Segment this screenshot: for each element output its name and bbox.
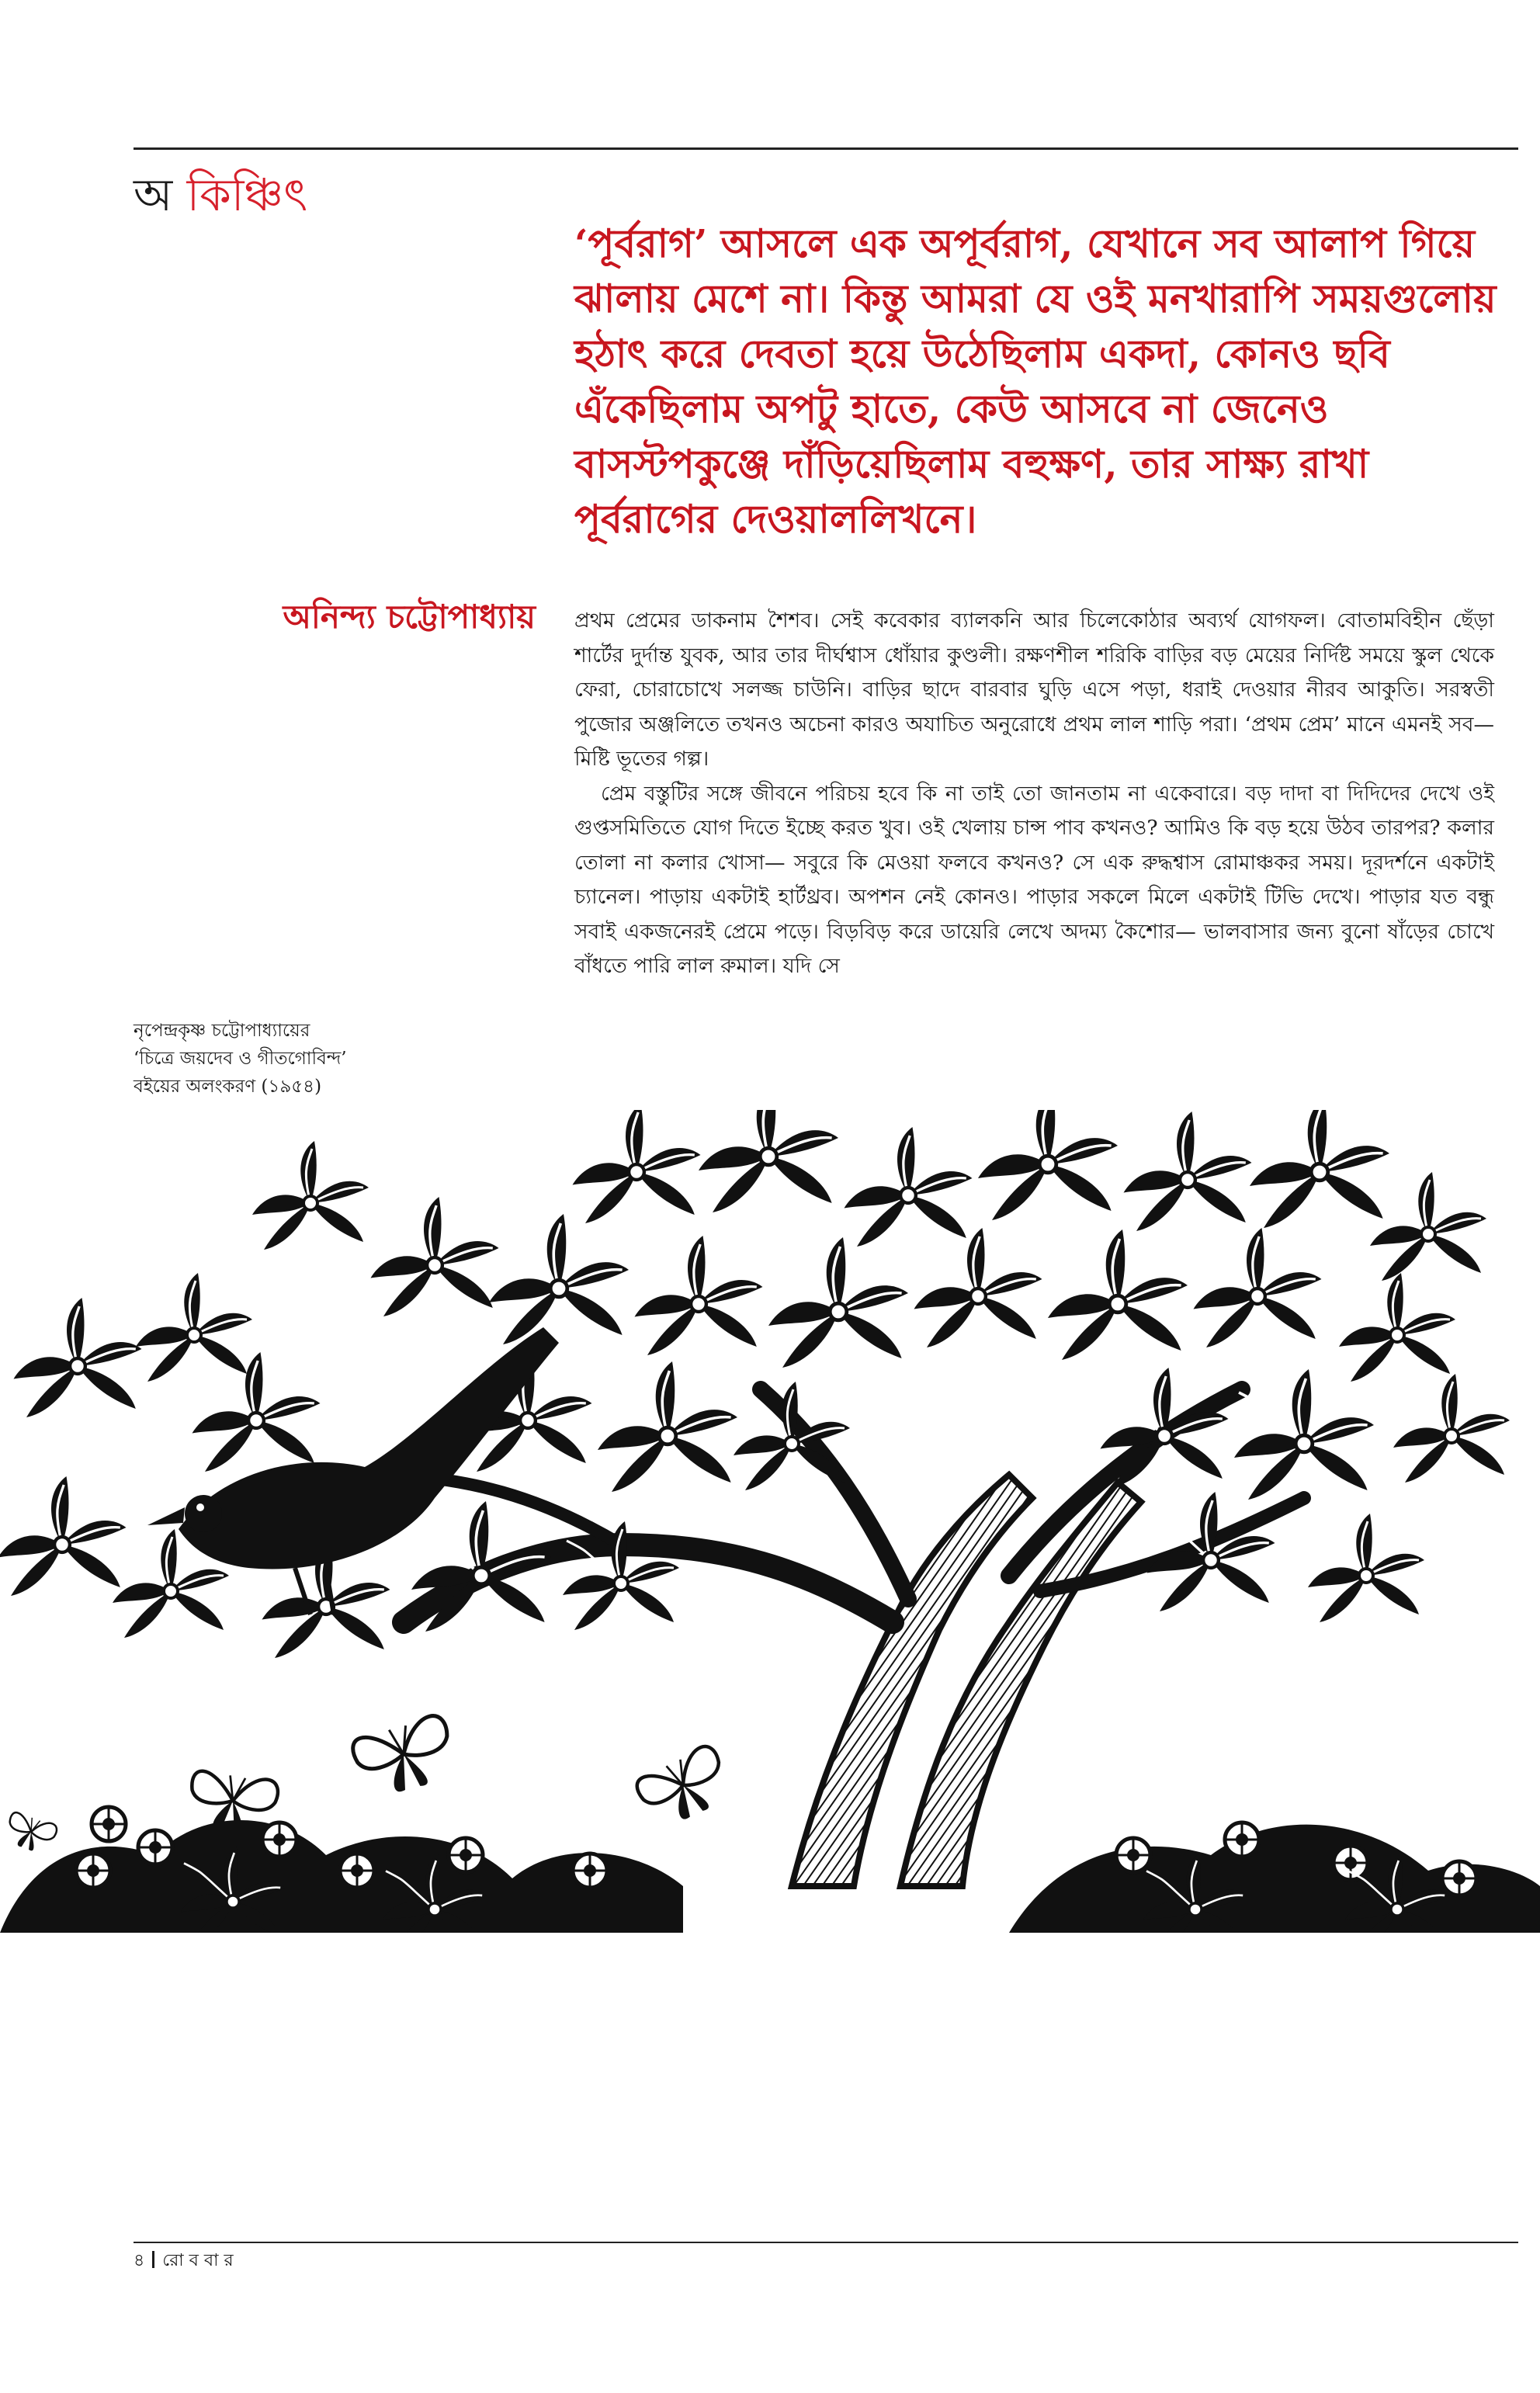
illustration-caption — [134, 1017, 397, 1101]
section-prefix: অ — [134, 168, 173, 221]
body-paragraph: প্রেম বস্তুটির সঙ্গে জীবনে পরিচয় হবে কি না তাই তো জানতাম না একেবারে। বড় দাদা বা দিদিদের দেখে ওই গুপ্তসমিতিতে যোগ দিতে ইচ্ছে করত খুব। ওই খেলায় চান্স পাব কখনও? আমিও কি বড় হয়ে উঠব তারপর? কলার তোলা না কলার খোসা— সবুরে কি মেওয়া ফলবে কখনও? সে এক রুদ্ধশ্বাস রোমাঞ্চকর সময়। দূরদর্শনে একটাই চ্যানেল। পাড়ায় একটাই হার্টথ্রব। অপশন নেই কোনও। পাড়ার সকলে মিলে একটাই টিভি দেখে। পাড়ার যত বন্ধু সবাই একজনেরই প্রেমে পড়ে। বিড়বিড় করে ডায়েরি লেখে অদম্য কৈশোর— ভালবাসার জন্য বুনো ষাঁড়ের চোখে বাঁধতে পারি লাল রুমাল। যদি সে — [574, 781, 1494, 978]
section-title: কিঞ্চিৎ — [186, 168, 308, 221]
caption-line: নৃপেন্দ্রকৃষ্ণ চট্টোপাধ্যায়ের — [134, 1021, 310, 1041]
caption-line: বইয়ের অলংকরণ (১৯৫৪) — [134, 1077, 322, 1097]
tree-bird-illustration — [0, 1110, 1540, 1933]
page-number: ৪ — [134, 2251, 145, 2270]
top-rule — [134, 147, 1518, 150]
bottom-rule — [134, 2242, 1518, 2243]
footer-separator — [152, 2251, 154, 2268]
pull-quote-text: ‘পূর্বরাগ’ আসলে এক অপূর্বরাগ, যেখানে সব আলাপ গিয়ে ঝালায় মেশে না। কিন্তু আমরা যে ওই মনখারাপি সময়গুলোয় হঠাৎ করে দেবতা হয়ে উঠেছিলাম একদা, কোনও ছবি এঁকেছিলাম অপটু হাতে, কেউ আসবে না জেনেও বাসস্টপকুঞ্জে দাঁড়িয়েছিলাম বহুক্ষণ, তার সাক্ষ্য রাখা পূর্বরাগের দেওয়াললিখনে। — [574, 220, 1497, 542]
article-body — [574, 604, 1494, 984]
body-paragraph: প্রথম প্রেমের ডাকনাম শৈশব। সেই কবেকার ব্যালকনি আর চিলেকোঠার অব্যর্থ যোগফল। বোতামবিহীন ছেঁড়া শার্টের দুর্দান্ত যুবক, আর তার দীর্ঘশ্বাস ধোঁয়ার কুণ্ডলী। রক্ষণশীল শরিকি বাড়ির বড় মেয়ের নির্দিষ্ট সময়ে স্কুল থেকে ফেরা, চোরাচোখে সলজ্জ চাউনি। বাড়ির ছাদে বারবার ঘুড়ি এসে পড়া, ধরাই দেওয়ার নীরব আকুতি। সরস্বতী পুজোর অঞ্জলিতে তখনও অচেনা কারও অযাচিত অনুরোধে প্রথম লাল শাড়ি পরা। ‘প্রথম প্রেম’ মানে এমনই সব— মিষ্টি ভূতের গল্প। — [574, 609, 1494, 771]
pull-quote — [574, 216, 1498, 546]
page-footer — [134, 2251, 234, 2270]
magazine-name: রো ব বা র — [162, 2251, 234, 2270]
caption-line: ‘চিত্রে জয়দেব ও গীতগোবিন্দ’ — [134, 1049, 347, 1069]
section-heading — [134, 168, 308, 221]
author-byline: অনিন্দ্য চট্টোপাধ্যায় — [283, 598, 536, 636]
